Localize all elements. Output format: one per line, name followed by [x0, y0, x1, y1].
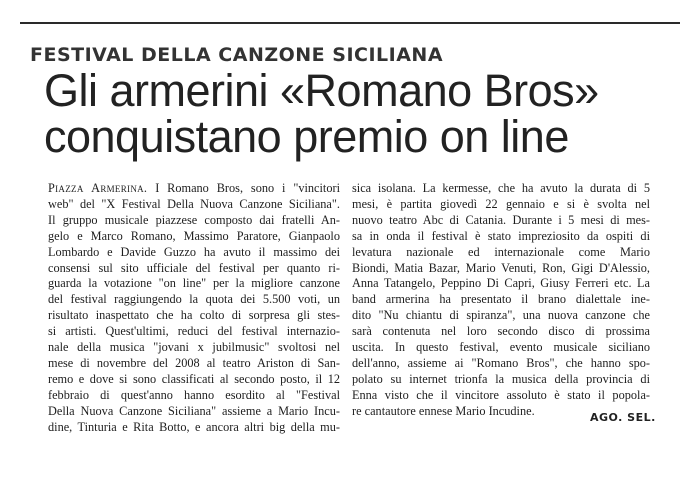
- body-line: mese di novembre del 2008 al teatro Ariston di San-: [48, 355, 340, 370]
- body-column-1: [48, 181, 340, 436]
- body-line: febbraio di quest'anno hanno esordito al "Festival: [48, 387, 340, 402]
- body-column-2: [352, 181, 650, 420]
- body-line: sa in onda il festival è stato impreziosito da ospiti di: [352, 228, 650, 243]
- body-line: dito "Nu chiantu di spiranza", una nuova canzone che: [352, 308, 650, 323]
- body-line: sarà contenuta nel loro secondo disco di prossima: [352, 324, 650, 339]
- body-line: nale della musica "jovani x jubilmusic" svoltosi nel: [48, 340, 340, 355]
- body-line: Enna visto che il vincitore assoluto è stato il popola-: [352, 387, 650, 402]
- author-signature: AGO. SEL.: [590, 411, 656, 424]
- body-line: re cantautore ennese Mario Incudine.: [352, 403, 535, 418]
- body-line: band armerina ha presentato il brano dialettale ine-: [352, 292, 650, 307]
- body-line: dine, Tinturia e Rita Botto, e ancora altri big della mu-: [48, 419, 340, 434]
- dateline: Piazza Armerina.: [48, 181, 148, 195]
- body-line: Biondi, Matia Bazar, Mario Venuti, Ron, Gigi D'Alessio,: [352, 260, 650, 275]
- body-line: Lombardo e Davide Guzzo ha avuto il massimo dei: [48, 244, 340, 259]
- body-line: del festival raggiungendo la quota dei 5.500 voti, un: [48, 292, 340, 307]
- body-line: consensi sul sito ufficiale del festival per quanto ri-: [48, 260, 340, 275]
- body-line: sica isolana. La kermesse, che ha avuto la durata di 5: [352, 181, 650, 195]
- body-line: mesi, è partita giovedì 22 gennaio e si è svolta nel: [352, 196, 650, 211]
- body-line: nuovo teatro Abc di Catania. Durante i 5 mesi di mes-: [352, 212, 650, 227]
- body-line: levatura nazionale ed internazionale come Mario: [352, 244, 650, 259]
- body-line: web" del "X Festival Della Nuova Canzone Siciliana".: [48, 196, 340, 211]
- headline: [44, 65, 599, 162]
- body-line: remo e dove si sono classificati al secondo posto, il 12: [48, 371, 340, 386]
- headline-line-2: conquistano premio on line: [44, 111, 569, 162]
- body-line: Della Nuova Canzone Siciliana" assieme a Mario Incu-: [48, 403, 340, 418]
- body-line: gelo e Marco Romano, Massimo Paratore, Gianpaolo: [48, 228, 340, 243]
- body-line: Anna Tatangelo, Peppino Di Capri, Giusy Ferreri etc. La: [352, 276, 650, 291]
- body-line: dell'anno, assieme ai "Romano Bros", che hanno spo-: [352, 355, 650, 370]
- headline-line-1: Gli armerini «Romano Bros»: [44, 65, 599, 116]
- section-kicker: FESTIVAL DELLA CANZONE SICILIANA: [30, 44, 444, 66]
- body-line: guarda la votazione "on line" per la migliore canzone: [48, 276, 340, 291]
- body-line: si artisti. Quest'ultimi, reduci del festival internazio-: [48, 324, 340, 339]
- body-line: risultato inaspettato che ha colto di sorpresa gli stes-: [48, 308, 340, 323]
- body-line: Il gruppo musicale piazzese composto dai fratelli An-: [48, 212, 340, 227]
- body-line: polato su internet trionfa la musica della provincia di: [352, 371, 650, 386]
- column-1-line-1: [48, 181, 340, 197]
- body-text: I Romano Bros, sono i "vincitori: [155, 181, 340, 195]
- body-line: uscita. In questo festival, evento musicale siciliano: [352, 340, 650, 355]
